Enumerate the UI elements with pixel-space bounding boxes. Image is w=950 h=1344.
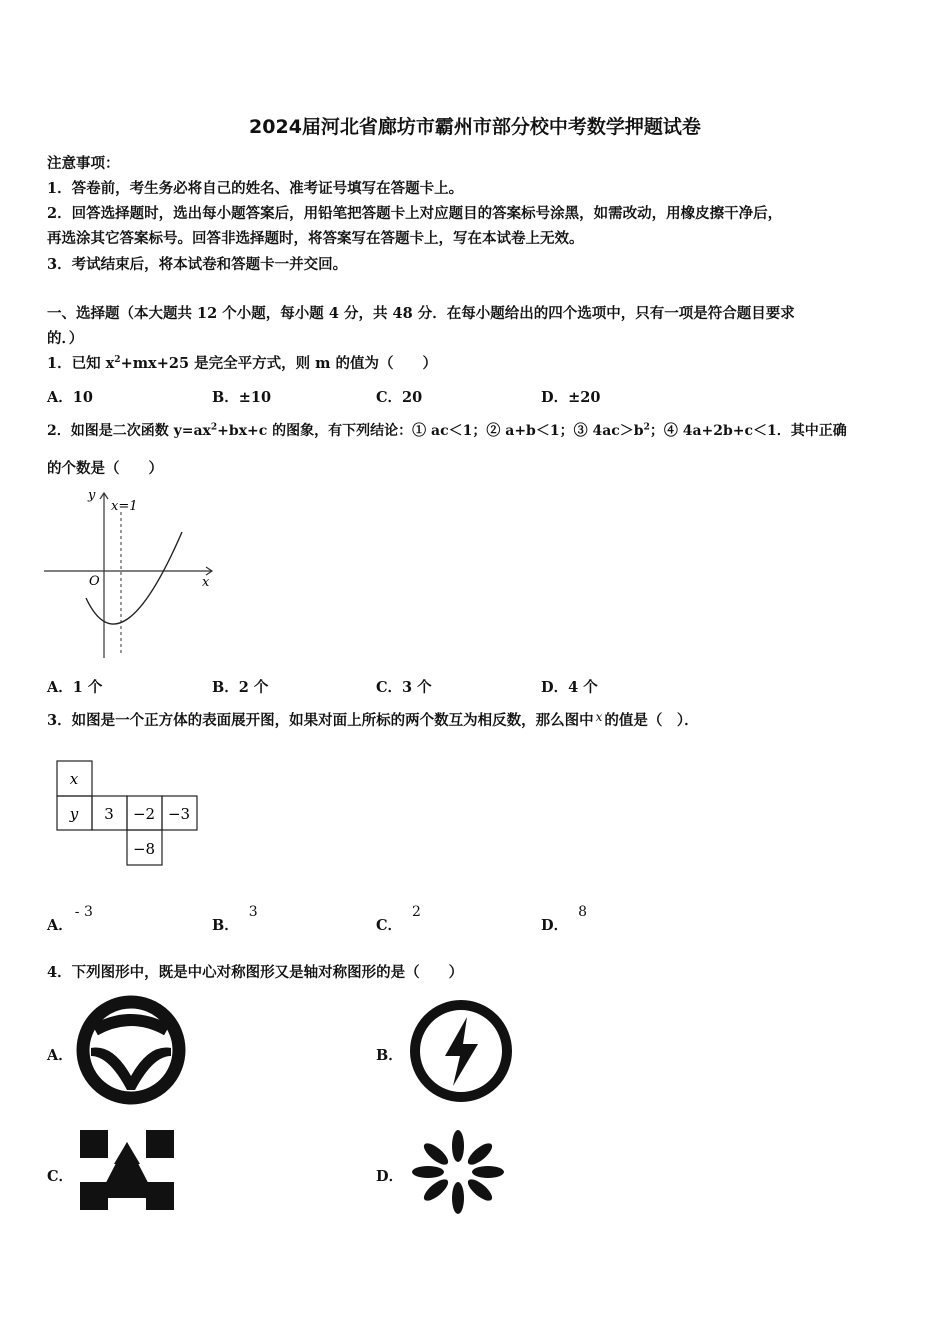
q1-option-d[interactable]: D．±20	[541, 389, 601, 406]
symmetry-axis-label: x=1	[111, 499, 138, 514]
q2-option-c[interactable]: C．3 个	[376, 679, 432, 696]
origin-label: O	[89, 574, 100, 589]
section-heading-line1: 一、选择题（本大题共 12 个小题，每小题 4 分，共 48 分．在每小题给出的四个选项中，只有一项是符合题目要求	[47, 305, 795, 322]
q4-option-b[interactable]: B．	[376, 1047, 403, 1064]
q2-option-a[interactable]: A．1 个	[47, 679, 103, 696]
lightning-circle-logo-icon[interactable]	[404, 994, 518, 1108]
notice-item-2a: 2．回答选择题时，选出每小题答案后，用铅笔把答题卡上对应题目的答案标号涂黑，如需改动，用橡皮擦干净后，	[47, 205, 783, 222]
q4-option-d[interactable]: D．	[376, 1168, 404, 1185]
petal-flower-logo-icon[interactable]	[407, 1128, 509, 1216]
q4-option-c[interactable]: C．	[47, 1168, 74, 1185]
q1-option-a[interactable]: A．10	[47, 389, 93, 406]
q1-option-c[interactable]: C．20	[376, 389, 423, 406]
page-title: 2024届河北省廊坊市霸州市部分校中考数学押题试卷	[249, 116, 701, 138]
parabola-curve	[86, 532, 182, 624]
q3-cube-net	[56, 760, 201, 870]
q1-stem: 1．已知 $x^2+mx+25$ 是完全平方式，则 m 的值为（ ）	[47, 355, 438, 372]
notice-item-3: 3．考试结束后，将本试卷和答题卡一并交回。	[47, 256, 348, 273]
q2-option-b[interactable]: B．2 个	[212, 679, 269, 696]
section-heading-line2: 的．）	[47, 330, 84, 347]
net-label-neg8: −8	[132, 840, 156, 858]
net-label-neg3: −3	[167, 805, 191, 823]
notice-heading: 注意事项：	[47, 155, 120, 172]
q3-option-b[interactable]: B．3	[212, 904, 258, 934]
y-axis-label: y	[88, 488, 96, 503]
q2-stem: 2．如图是二次函数 $y=ax^2+bx+c$ 的图象，有下列结论：① ac＜1；② a+b＜1；③ $4ac>b^2$；④ 4a+2b+c＜1．其中正确	[47, 422, 847, 439]
net-label-y: y	[69, 805, 79, 823]
q3-option-c[interactable]: C．2	[376, 904, 421, 934]
q3-option-a[interactable]: A．- 3	[47, 904, 93, 934]
q1-option-b[interactable]: B．±10	[212, 389, 272, 406]
net-label-x: x	[69, 770, 79, 788]
notice-item-1: 1．答卷前，考生务必将自己的姓名、准考证号填写在答题卡上。	[47, 180, 464, 197]
net-label-3: 3	[104, 805, 114, 823]
notice-item-2b: 再选涂其它答案标号。回答非选择题时，将答案写在答题卡上，写在本试卷上无效。	[47, 230, 584, 247]
q2-stem-line2: 的个数是（ ）	[47, 460, 163, 477]
q3-stem: 3．如图是一个正方体的表面展开图，如果对面上所标的两个数互为相反数，那么图中 $^x$ 的值是（ ）．	[47, 710, 699, 729]
q3-option-d[interactable]: D．8	[541, 904, 587, 934]
q2-option-d[interactable]: D．4 个	[541, 679, 598, 696]
x-axis-label: x	[202, 575, 210, 590]
checker-triangle-logo-icon[interactable]	[76, 1128, 178, 1214]
q4-stem: 4．下列图形中，既是中心对称图形又是轴对称图形的是（ ）	[47, 964, 464, 981]
q2-parabola-graph	[44, 488, 216, 658]
q4-option-a[interactable]: A．	[47, 1047, 73, 1064]
circle-v-logo-icon[interactable]	[73, 992, 189, 1108]
net-label-neg2: −2	[132, 805, 156, 823]
